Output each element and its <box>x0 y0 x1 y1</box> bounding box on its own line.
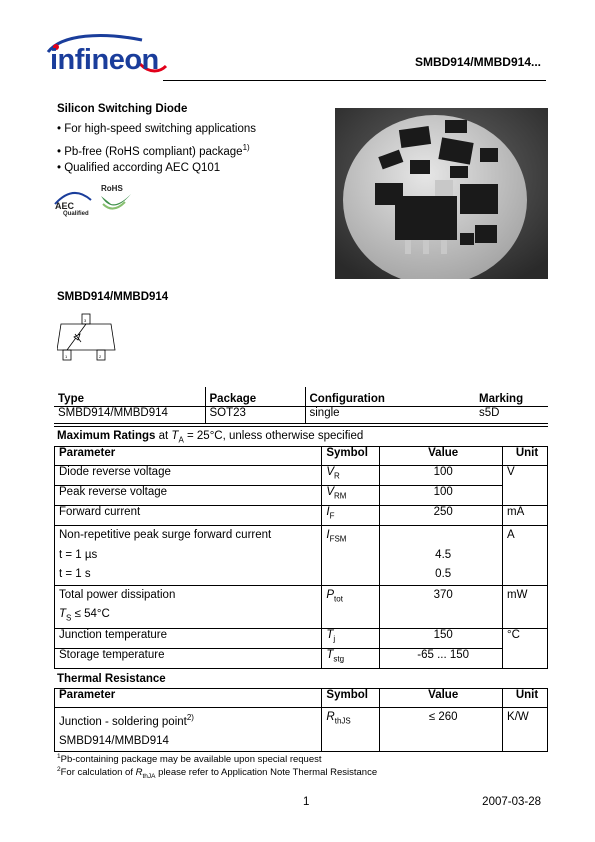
product-photo <box>335 108 548 279</box>
cell-configuration: single <box>305 407 475 424</box>
col-marking: Marking <box>475 387 548 407</box>
part-title: SMBD914/MMBD914... <box>414 55 541 69</box>
sym-ptot: $P_{tot}$ <box>322 585 380 628</box>
col-package: Package <box>205 387 305 407</box>
cell-marking: s5D <box>475 407 548 424</box>
param-junction-temperature: Junction temperature <box>55 628 322 648</box>
sym-rthjs: $R_{thJS}$ <box>322 708 380 752</box>
pin-label: 3 <box>84 318 87 323</box>
feature-bullet: • For high-speed switching applications <box>57 123 256 135</box>
value-tj: 150 <box>380 628 503 648</box>
col-parameter: Parameter <box>55 447 322 466</box>
col-symbol: Symbol <box>322 447 380 466</box>
thermal-heading: Thermal Resistance <box>57 673 166 685</box>
unit-a: A <box>503 526 548 586</box>
unit-ma: mA <box>503 506 548 526</box>
cell-type: SMBD914/MMBD914 <box>54 407 205 424</box>
col-value: Value <box>380 447 503 466</box>
document-date: 2007-03-28 <box>482 796 541 808</box>
pin-label: 2 <box>99 354 102 359</box>
value-rthjs: ≤ 260 <box>380 708 503 752</box>
value-ifsm: 4.5 0.5 <box>380 526 503 586</box>
unit-mw: mW <box>503 585 548 628</box>
section-rule <box>54 426 548 427</box>
sym-ifsm: $I_{FSM}$ <box>322 526 380 586</box>
feature-bullet: • Pb-free (RoHS compliant) package$^{1)}$ <box>57 143 250 158</box>
footnote-1: $^1$Pb-containing package may be available upon special request <box>57 753 322 766</box>
unit-degc: °C <box>503 628 548 668</box>
qualification-badges <box>53 182 133 217</box>
max-ratings-heading: Maximum Ratings at $T_A = 25^\circ C$, unless otherwise specified <box>57 430 364 445</box>
col-value: Value <box>380 689 503 708</box>
device-title: Silicon Switching Diode <box>57 103 188 115</box>
feature-bullet: • Qualified according AEC Q101 <box>57 162 221 174</box>
value-ptot: 370 <box>380 585 503 628</box>
sym-tstg: $T_{stg}$ <box>322 648 380 668</box>
col-type: Type <box>54 387 205 407</box>
page-number: 1 <box>303 796 310 808</box>
sym-vrm: $V_{RM}$ <box>322 486 380 506</box>
value-if: 250 <box>380 506 503 526</box>
param-diode-reverse-voltage: Diode reverse voltage <box>55 466 322 486</box>
unit-kw: K/W <box>503 708 548 752</box>
param-forward-current: Forward current <box>55 506 322 526</box>
pin-label: 1 <box>65 354 68 359</box>
value-vrm: 100 <box>380 486 503 506</box>
badge-qualified: Qualified <box>63 211 89 217</box>
thermal-table <box>54 688 548 752</box>
package-title: SMBD914/MMBD914 <box>57 291 169 303</box>
param-junction-soldering: Junction - soldering point$^{2)}$ SMBD914/MMBD914 <box>55 708 322 752</box>
sym-vr: $V_R$ <box>322 466 380 486</box>
unit-v: V <box>503 466 548 506</box>
sym-if: $I_F$ <box>322 506 380 526</box>
col-unit: Unit <box>503 447 548 466</box>
footnote-2: $^2$For calculation of $R_{thJA}$ please refer to Application Note Thermal Resistance <box>57 766 378 781</box>
value-tstg: -65 ... 150 <box>380 648 503 668</box>
infineon-logo <box>42 30 167 85</box>
logo-wordmark: infineon <box>50 44 159 76</box>
param-peak-reverse-voltage: Peak reverse voltage <box>55 486 322 506</box>
col-unit: Unit <box>503 689 548 708</box>
param-power-dissipation: Total power dissipation $T_S \le 54^\circ C$ <box>55 585 322 628</box>
type-table <box>54 387 548 424</box>
header-rule <box>163 80 546 81</box>
param-storage-temperature: Storage temperature <box>55 648 322 668</box>
col-parameter: Parameter <box>55 689 322 708</box>
value-vr: 100 <box>380 466 503 486</box>
cell-package: SOT23 <box>205 407 305 424</box>
param-surge-current: Non-repetitive peak surge forward current t = 1 µs t = 1 s <box>55 526 322 586</box>
col-configuration: Configuration <box>305 387 475 407</box>
badge-aec: AEC <box>55 201 75 211</box>
badge-rohs: RoHS <box>101 184 123 193</box>
sot23-pin-diagram <box>57 310 117 364</box>
max-ratings-table <box>54 446 548 669</box>
sym-tj: $T_j$ <box>322 628 380 648</box>
col-symbol: Symbol <box>322 689 380 708</box>
